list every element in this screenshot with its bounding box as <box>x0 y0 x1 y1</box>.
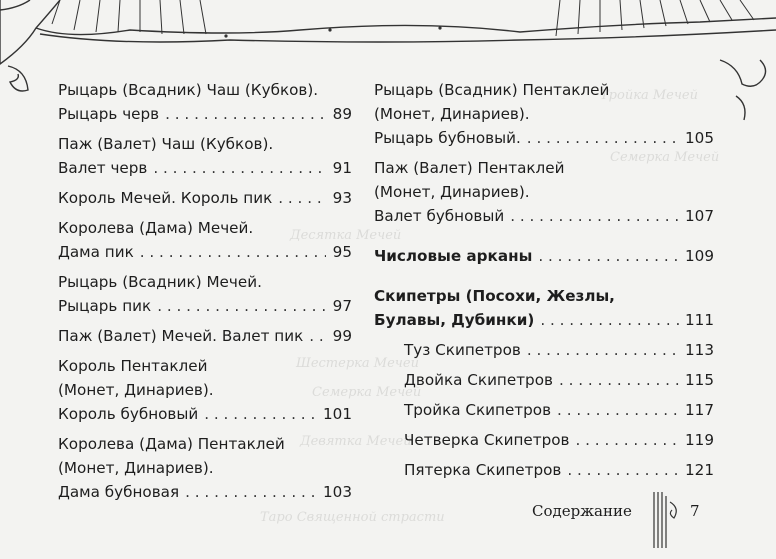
toc-page-number: 103 <box>323 483 352 501</box>
toc-entry[interactable] <box>58 186 352 210</box>
toc-entry-text: (Монет, Динариев). <box>374 183 530 201</box>
toc-entry[interactable] <box>374 338 714 362</box>
leader-dots <box>309 324 326 348</box>
toc-page-number: 113 <box>685 341 714 359</box>
toc-page-number: 99 <box>332 327 352 345</box>
toc-section-title: Скипетры (Посохи, Жезлы, <box>374 287 615 305</box>
toc-entry-text: Рыцарь (Всадник) Пентаклей <box>374 81 610 99</box>
toc-page-number: 111 <box>685 311 714 329</box>
toc-entry[interactable] <box>374 368 714 392</box>
toc-entry-text: Туз Скипетров <box>404 341 521 359</box>
toc-entry[interactable] <box>58 432 352 504</box>
toc-page-number: 89 <box>332 105 352 123</box>
toc-entry-text: Паж (Валет) Мечей. Валет пик <box>58 327 304 345</box>
toc-entry-text: Валет черв <box>58 159 148 177</box>
toc-entry[interactable] <box>58 270 352 318</box>
toc-entry[interactable] <box>374 428 714 452</box>
toc-section-title: Числовые арканы <box>374 247 533 265</box>
toc-entry[interactable] <box>374 458 714 482</box>
footer-section-title: Содержание <box>532 502 632 520</box>
toc-page-number: 101 <box>323 405 352 423</box>
toc-entry[interactable] <box>58 132 352 180</box>
toc-page-number: 95 <box>332 243 352 261</box>
toc-entry[interactable] <box>374 78 714 150</box>
toc-entry-text: (Монет, Динариев). <box>58 381 214 399</box>
toc-entry-text: (Монет, Динариев). <box>374 105 530 123</box>
leader-dots <box>540 308 681 332</box>
leader-dots <box>204 402 319 426</box>
toc-entry-text: Пятерка Скипетров <box>404 461 562 479</box>
toc-left-column <box>58 78 352 510</box>
toc-right-column <box>374 78 714 488</box>
toc-entry-text: Рыцарь (Всадник) Мечей. <box>58 273 262 291</box>
toc-page-number: 91 <box>332 159 352 177</box>
toc-entry-text: Королева (Дама) Мечей. <box>58 219 254 237</box>
toc-entry[interactable] <box>374 398 714 422</box>
toc-entry-text: Паж (Валет) Пентаклей <box>374 159 565 177</box>
leader-dots <box>510 204 681 228</box>
toc-entry-text: (Монет, Динариев). <box>58 459 214 477</box>
toc-entry-text: Рыцарь (Всадник) Чаш (Кубков). <box>58 81 319 99</box>
toc-entry-text: Рыцарь бубновый. <box>374 129 521 147</box>
toc-entry-text: Паж (Валет) Чаш (Кубков). <box>58 135 274 153</box>
footer-ornament <box>648 488 684 548</box>
toc-entry-text: Король Пентаклей <box>58 357 208 375</box>
leader-dots <box>557 398 681 422</box>
leader-dots <box>185 480 319 504</box>
page-number: 7 <box>690 502 700 520</box>
toc-page-number: 119 <box>685 431 714 449</box>
toc-entry[interactable] <box>58 324 352 348</box>
toc-page-number: 121 <box>685 461 714 479</box>
leader-dots <box>567 458 681 482</box>
toc-page-number: 109 <box>685 247 714 265</box>
toc-page-number: 93 <box>332 189 352 207</box>
toc-section-entry[interactable] <box>374 244 714 268</box>
toc-entry-text: Рыцарь пик <box>58 297 152 315</box>
toc-page-number: 117 <box>685 401 714 419</box>
toc-entry-text: Четверка Скипетров <box>404 431 570 449</box>
leader-dots <box>140 240 326 264</box>
toc-entry-text: Королева (Дама) Пентаклей <box>58 435 285 453</box>
toc-section-title: Булавы, Дубинки) <box>374 311 535 329</box>
toc-entry[interactable] <box>58 354 352 426</box>
leader-dots <box>576 428 682 452</box>
leader-dots <box>538 244 681 268</box>
leader-dots <box>527 338 681 362</box>
toc-page-number: 115 <box>685 371 714 389</box>
leader-dots <box>153 156 326 180</box>
toc-entry[interactable] <box>374 156 714 228</box>
toc-entry[interactable] <box>58 216 352 264</box>
toc-page-number: 97 <box>332 297 352 315</box>
toc-entry-text: Король Мечей. Король пик <box>58 189 273 207</box>
leader-dots <box>278 186 326 210</box>
toc-entry-text: Валет бубновый <box>374 207 505 225</box>
toc-entry-text: Король бубновый <box>58 405 199 423</box>
leader-dots <box>157 294 326 318</box>
leader-dots <box>527 126 681 150</box>
toc-entry-text: Тройка Скипетров <box>404 401 552 419</box>
toc-entry-text: Дама бубновая <box>58 483 180 501</box>
toc-entry-text: Двойка Скипетров <box>404 371 553 389</box>
toc-page-number: 105 <box>685 129 714 147</box>
leader-dots <box>165 102 326 126</box>
toc-section-entry[interactable] <box>374 284 714 332</box>
toc-entry-text: Рыцарь черв <box>58 105 160 123</box>
toc-entry-text: Дама пик <box>58 243 134 261</box>
leader-dots <box>559 368 681 392</box>
toc-entry[interactable] <box>58 78 352 126</box>
toc-page-number: 107 <box>685 207 714 225</box>
